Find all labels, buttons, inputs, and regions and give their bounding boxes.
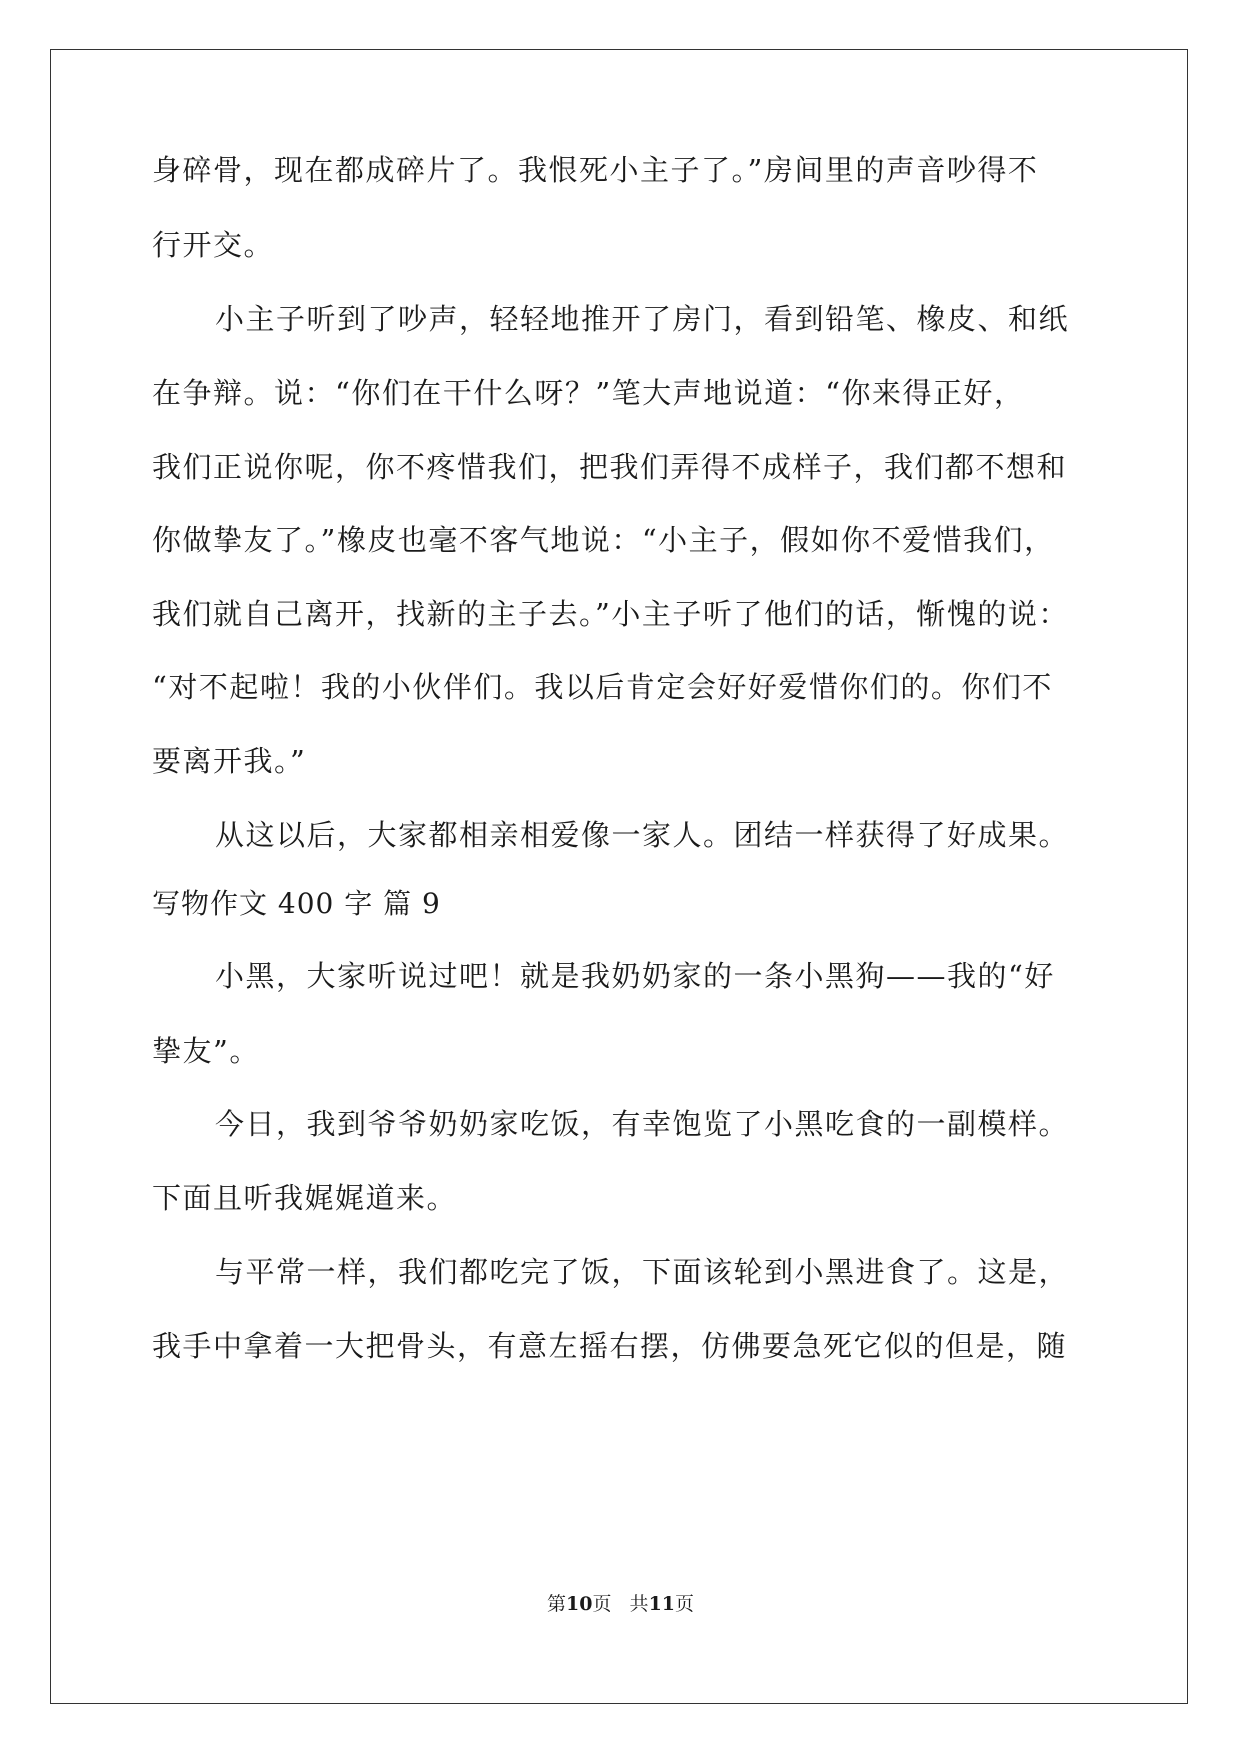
section-heading: 写物作文 400 字 篇 9 <box>152 887 441 920</box>
text-line: 我们就自己离开，找新的主子去。”小主子听了他们的话，惭愧的说： <box>152 597 1069 631</box>
paragraph-start-line: 小主子听到了吵声，轻轻地推开了房门，看到铅笔、橡皮、和纸 <box>215 302 1070 336</box>
text-line: 要离开我。” <box>152 744 307 778</box>
text-line: “对不起啦！我的小伙伴们。我以后肯定会好好爱惜你们的。你们不 <box>152 670 1053 704</box>
paragraph-start-line: 与平常一样，我们都吃完了饭，下面该轮到小黑进食了。这是， <box>215 1255 1070 1289</box>
footer-suffix: 页 <box>675 1593 695 1615</box>
text-line: 我们正说你呢，你不疼惜我们，把我们弄得不成样子，我们都不想和 <box>152 450 1068 484</box>
text-line: 身碎骨，现在都成碎片了。我恨死小主子了。”房间里的声音吵得不 <box>152 153 1039 187</box>
paragraph-start-line: 今日，我到爷爷奶奶家吃饭，有幸饱览了小黑吃食的一副模样。 <box>215 1107 1070 1141</box>
current-page-number: 10 <box>565 1593 593 1615</box>
paragraph-start-line: 小黑，大家听说过吧！就是我奶奶家的一条小黑狗——我的“好 <box>215 959 1055 993</box>
page-border <box>50 49 1188 1704</box>
footer-prefix: 第 <box>546 1593 566 1615</box>
text-line: 你做挚友了。”橡皮也毫不客气地说：“小主子，假如你不爱惜我们， <box>152 523 1055 557</box>
text-line: 下面且听我娓娓道来。 <box>152 1181 458 1215</box>
text-line: 我手中拿着一大把骨头，有意左摇右摆，仿佛要急死它似的但是，随 <box>152 1329 1068 1363</box>
text-line: 在争辩。说：“你们在干什么呀？”笔大声地说道：“你来得正好， <box>152 376 1025 410</box>
text-line: 挚友”。 <box>152 1034 260 1068</box>
total-page-number: 11 <box>648 1593 676 1615</box>
paragraph-start-line: 从这以后，大家都相亲相爱像一家人。团结一样获得了好成果。 <box>215 818 1070 852</box>
text-line: 行开交。 <box>152 228 275 262</box>
page-footer <box>0 1590 1241 1618</box>
footer-middle: 页 共 <box>592 1593 649 1615</box>
